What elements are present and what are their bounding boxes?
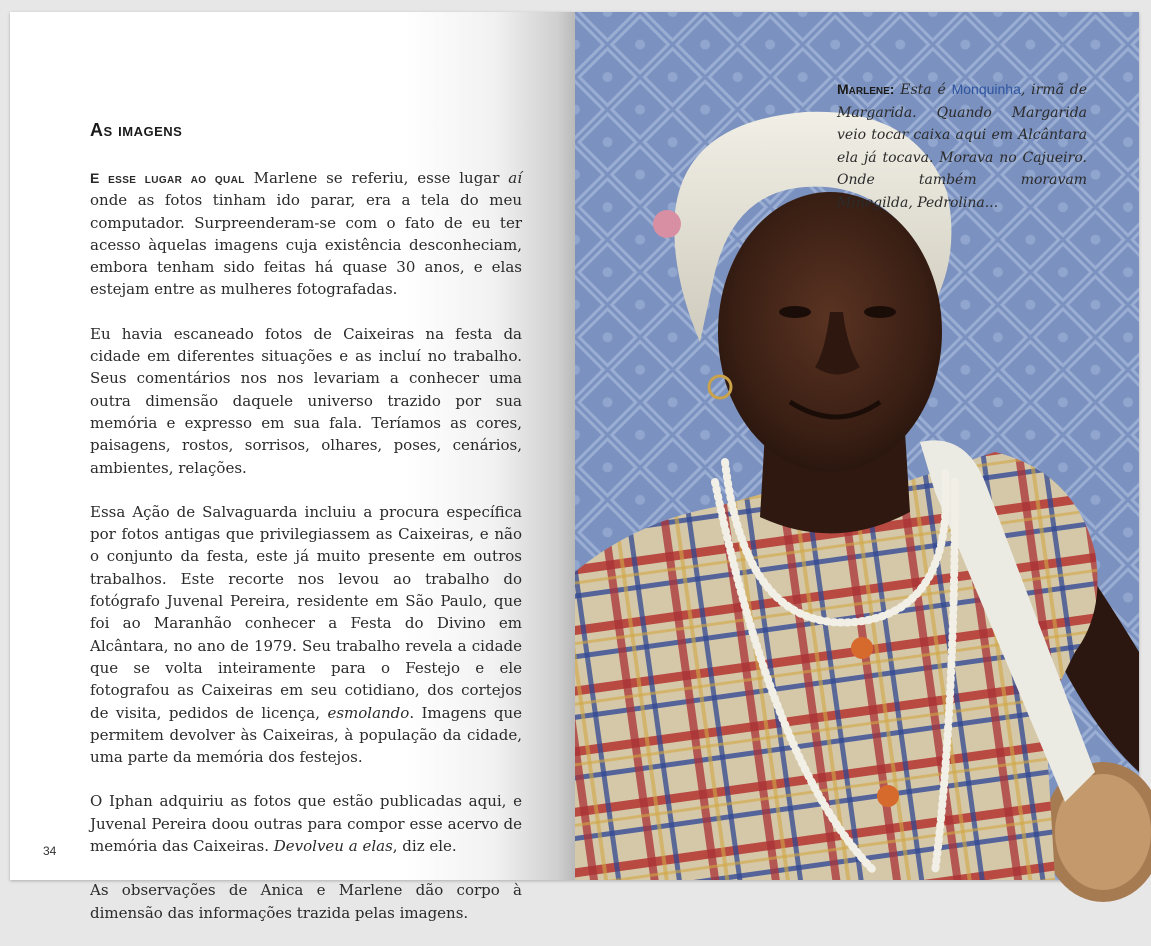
paragraph-1-text-a: Marlene se referiu, esse lugar — [244, 169, 509, 187]
paragraph-5: As observações de Anica e Marlene dão corpo à dimensão das informações trazida pelas imagens. — [90, 881, 522, 922]
photo-caption — [837, 78, 1087, 214]
caption-text-b: , irmã de Margarida. Quando Margarida veio tocar caixa aqui em Alcântara ela já tocava. Morava no Cajueiro. Onde também moravam Minegilda, Pedrolina... — [837, 82, 1087, 211]
body-text — [90, 167, 522, 946]
caption-text-a: Esta é — [894, 82, 952, 98]
book-spread — [10, 12, 1139, 922]
paragraph-4-text-b: , diz ele. — [392, 837, 457, 856]
paragraph-3-text-b: . Imagens que permitem devolver às Caixeiras, à população da cidade, uma parte da memória dos festejos. — [90, 703, 522, 767]
paragraph-3-italic: esmolando — [327, 703, 410, 722]
left-page — [10, 12, 575, 922]
page-number: 34 — [43, 844, 57, 858]
paragraph-1-text-b: onde as fotos tinham ido parar, era a tela do meu computador. Surpreenderam-se com o fato de eu ter acesso àquelas imagens cuja existência desconheciam, embora tenham sido feitas há quase 30 anos, e elas estejam entre as mulheres fotografadas. — [90, 191, 522, 299]
paragraph-2: Eu havia escaneado fotos de Caixeiras na festa da cidade em diferentes situações e as incluí no trabalho. Seus comentários nos nos levariam a conhecer uma outra dimensão daquele universo trazido por sua memória e expresso em sua fala. Teríamos as cores, paisagens, rostos, sorrisos, olhares, poses, cenários, ambientes, relações. — [90, 324, 522, 477]
portrait-photo — [575, 12, 1139, 880]
paragraph-4-italic: Devolveu a elas — [273, 837, 393, 856]
paragraph-1 — [90, 167, 522, 301]
lead-in: E esse lugar ao qual — [90, 170, 245, 186]
paragraph-3 — [90, 501, 522, 769]
paragraph-4-text-a: O Iphan adquiriu as fotos que estão publicadas aqui, e Juvenal Pereira doou outras para compor esse acervo de memória das Caixeiras. — [90, 792, 522, 856]
caption-name: Monquinha — [951, 81, 1021, 97]
caption-speaker: Marlene: — [837, 81, 895, 97]
paragraph-3-text-a: Essa Ação de Salvaguarda incluiu a procura específica por fotos antigas que privilegiassem as Caixeiras, e não o conjunto da festa, este já muito presente em outros trabalhos. Este recorte nos levou ao trabalho do fotógrafo Juvenal Pereira, residente em São Paulo, que foi ao Maranhão conhecer a Festa do Divino em Alcântara, no ano de 1979. Seu trabalho revela a cidade que se volta inteiramente para o Festejo e ele fotografou as Caixeiras em seu cotidiano, dos cortejos de visita, pedidos de licença, — [90, 502, 522, 722]
paragraph-1-italic: aí — [508, 169, 522, 187]
section-heading: As imagens — [90, 120, 183, 140]
paragraph-4 — [90, 790, 522, 857]
